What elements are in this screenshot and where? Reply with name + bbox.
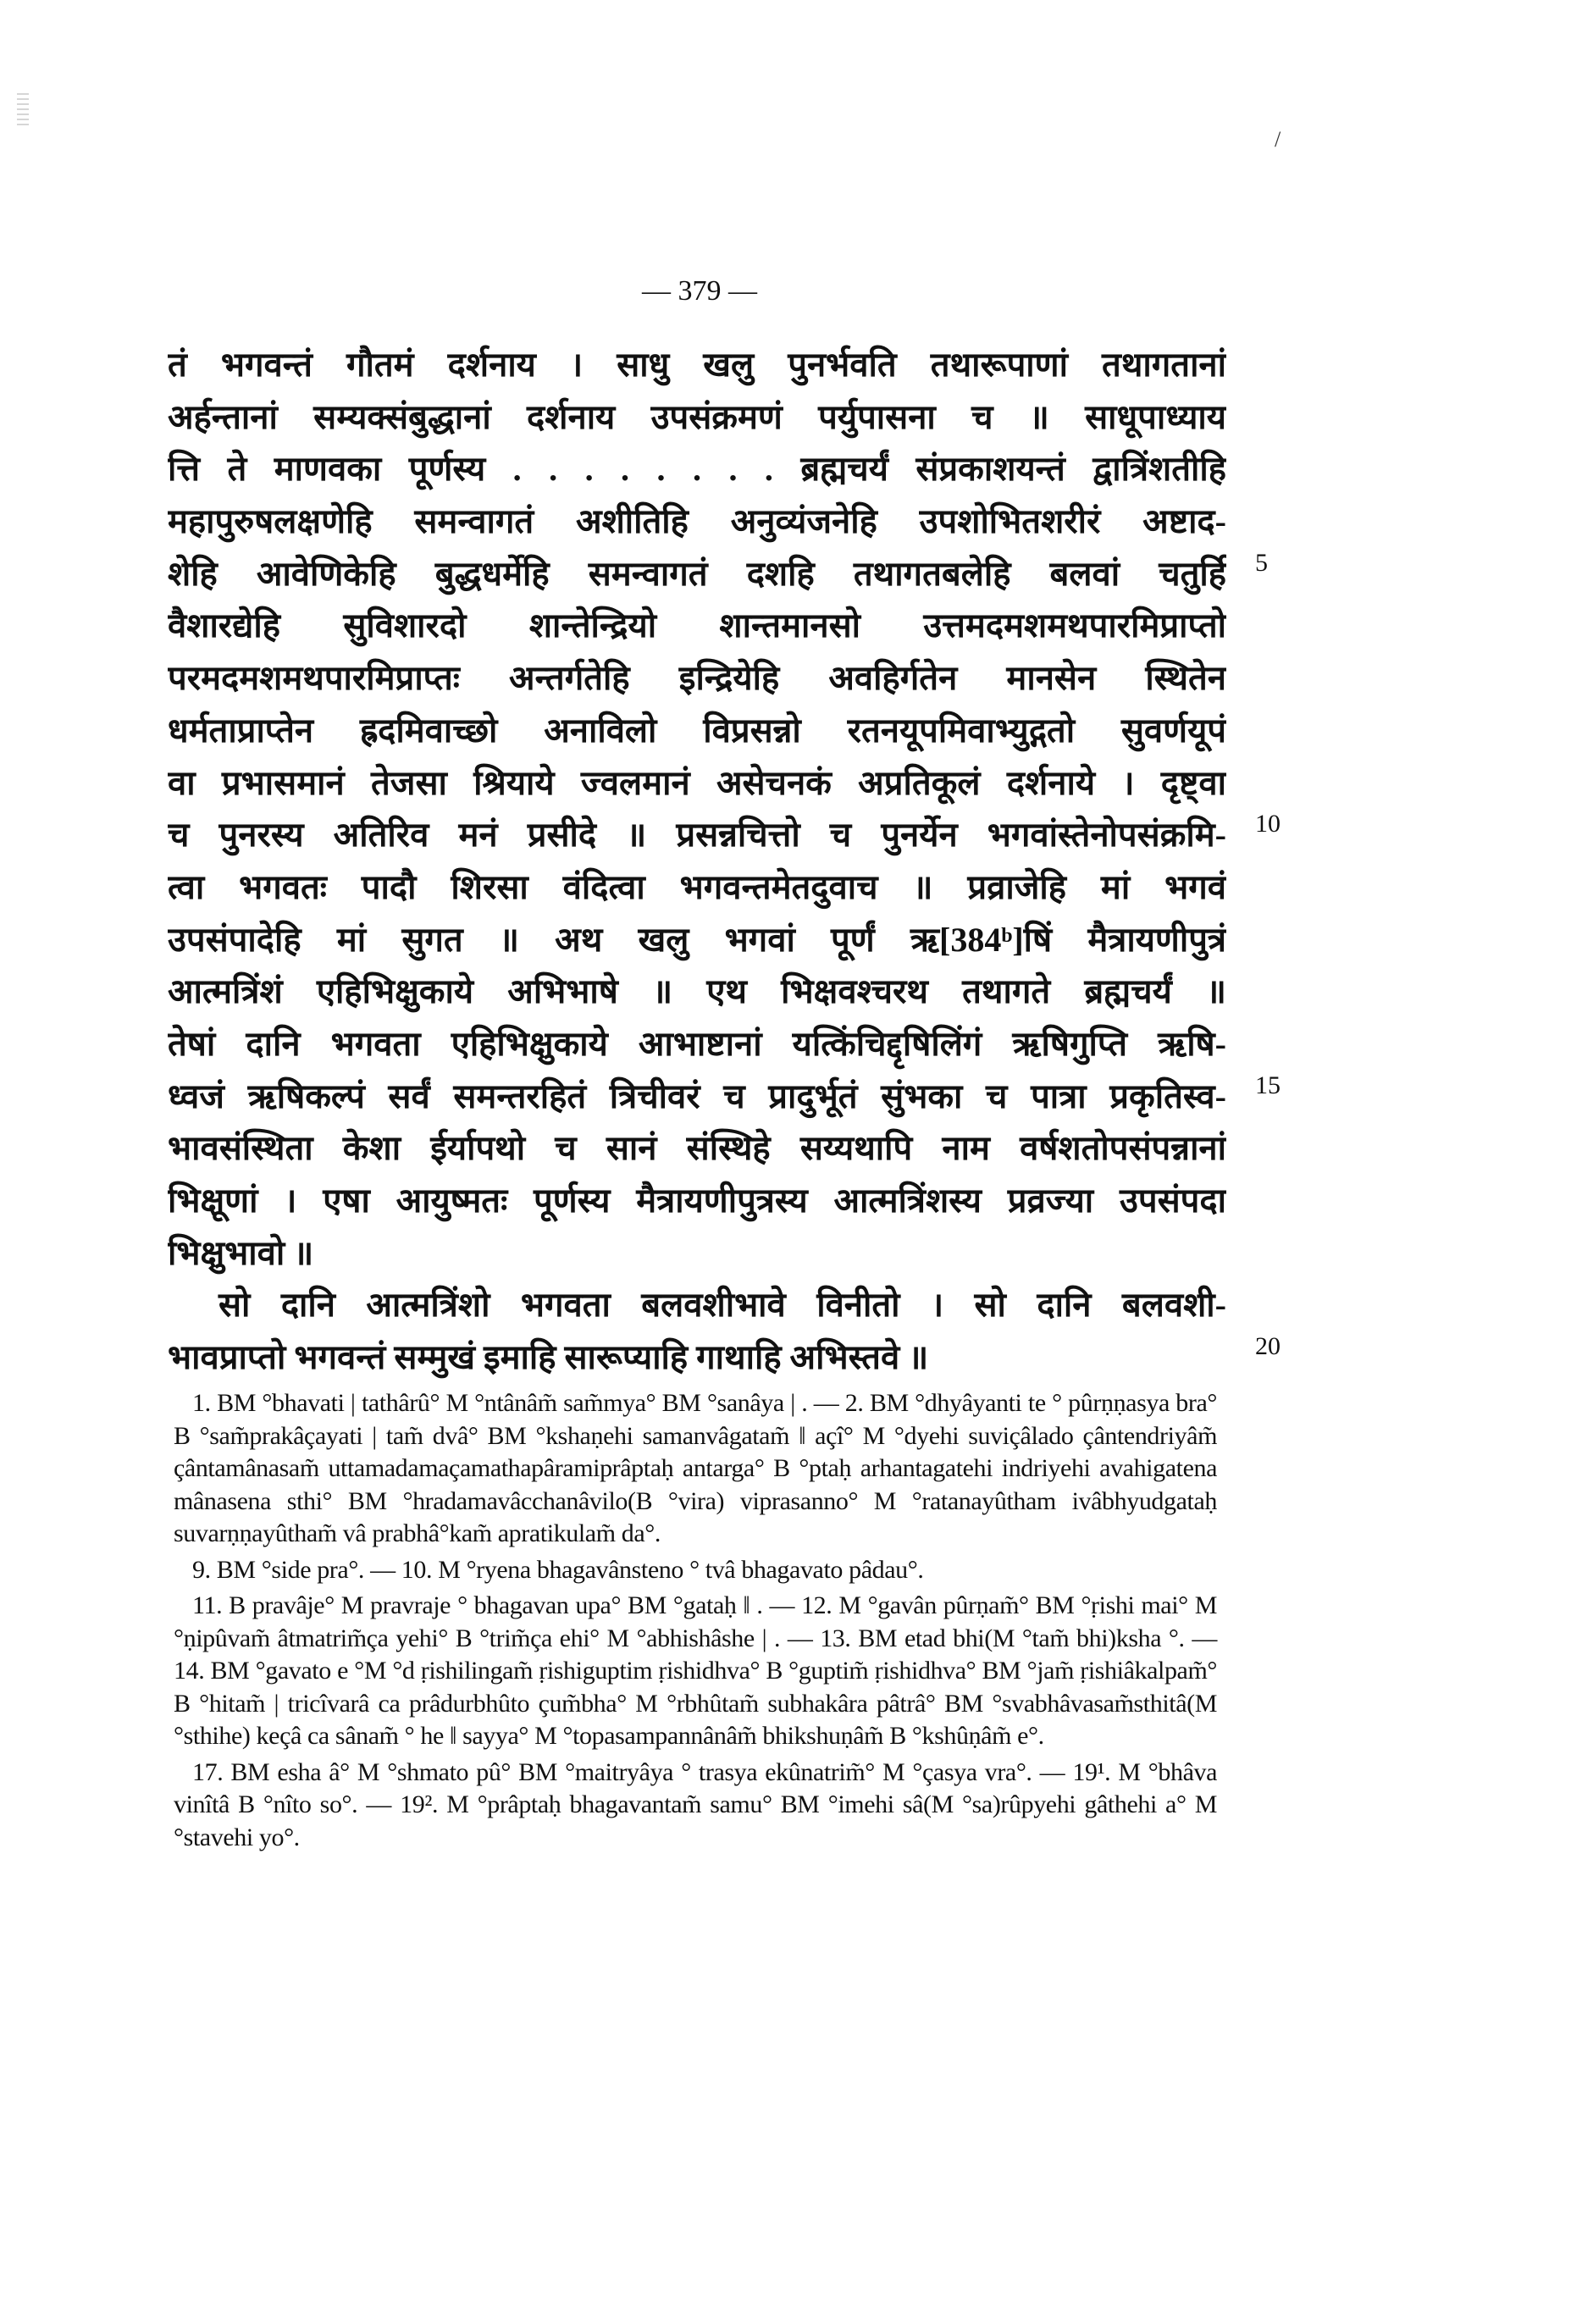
text-line: भिक्षुभावो ॥ — [168, 1233, 314, 1272]
footnote: 9. BM °side pra°. — 10. M °ryena bhagavânsteno ° tvâ bhagavato pâdau°. — [192, 1555, 924, 1584]
text-line: ध्वजं ऋषिकल्पं सर्वं समन्तरहितं त्रिचीवरं च प्रादुर्भूतं सुंभका च पात्रा प्रकृतिस्व- — [168, 1076, 1226, 1115]
text-line: अर्हन्तानां सम्यक्संबुद्धानां दर्शनाय उपसंक्रमणं पर्युपासना च ॥ साधूपाध्याय — [168, 397, 1226, 436]
footnote: 11. B pravâje° M pravraje ° bhagavan upa° BM °gataḥ ‖ . — 12. M °gavân pûrṇam̃° BM °ṛishi mai° M °ṇipûvam̃ âtmatrim̃ça yehi° B °trim̃ça ehi° M °abhishâshe | . — 13. BM etad bhi(M °tam̃ bhi)ksha °. — 14. BM °gavato e °M °d ṛishilingam̃ ṛishiguptim ṛishidhva° B °guptim̃ ṛishidhva° BM °jam̃ ṛishiâkalpam̃° B °hitam̃ | tricîvarâ ca prâdurbhûto çum̃bha° M °rbhûtam̃ subhakâra pâtrâ° BM °svabhâvasam̃sthitâ(M °sthihe) keçâ ca sânam̃ ° he ‖ sayya° M °topasampannânâm̃ bhikshuṇâm̃ B °kshûṇâm̃ e°. — [174, 1591, 1217, 1750]
text-line: उपसंपादेहि मां सुगत ॥ अथ खलु भगवां पूर्णं ऋ[384ᵇ]षिं मैत्रायणीपुत्रं — [168, 920, 1226, 959]
page-number: — 379 — — [642, 275, 757, 307]
main-text — [168, 339, 1226, 1384]
text-line: वा प्रभासमानं तेजसा श्रियाये ज्वलमानं असेचनकं अप्रतिकूलं दर्शनाये । दृष्ट्वा — [168, 763, 1226, 802]
footnote: 17. BM esha â° M °shmato pû° BM °maitryâya ° trasya ekûnatrim̃° M °çasya vra°. — 19¹. M °bhâva vinîtâ B °nîto so°. — 19². M °prâptaḥ bhagavantam̃ samu° BM °imehi sâ(M °sa)rûpyehi gâthehi a° M °stavehi yo°. — [174, 1757, 1217, 1851]
text-line: धर्मताप्राप्तेन ह्रदमिवाच्छो अनाविलो विप्रसन्नो रतनयूपमिवाभ्युद्गतो सुवर्णयूपं — [168, 711, 1226, 750]
text-line: आत्मत्रिंशं एहिभिक्षुकाये अभिभाषे ॥ एथ भिक्षवश्चरथ तथागते ब्रह्मचर्यं ॥ — [168, 972, 1226, 1011]
text-line: महापुरुषलक्षणेहि समन्वागतं अशीतिहि अनुव्यंजनेहि उपशोभितशरीरं अष्टाद- — [168, 502, 1226, 541]
line-number: 20 — [1255, 1332, 1281, 1360]
text-line: च पुनरस्य अतिरिव मनं प्रसीदे ॥ प्रसन्नचित्तो च पुनर्येन भगवांस्तेनोपसंक्रमि- — [168, 816, 1226, 855]
text-line: सो दानि आत्मत्रिंशो भगवता बलवशीभावे विनीतो । सो दानि बलवशी- — [219, 1286, 1226, 1325]
scan-speckle — [17, 93, 29, 127]
text-line: भिक्षूणां । एषा आयुष्मतः पूर्णस्य मैत्रायणीपुत्रस्य आत्मत्रिंशस्य प्रव्रज्या उपसंपदा — [168, 1181, 1226, 1220]
text-line: त्वा भगवतः पादौ शिरसा वंदित्वा भगवन्तमेतदुवाच ॥ प्रव्राजेहि मां भगवं — [168, 867, 1226, 906]
text-line: तं भगवन्तं गौतमं दर्शनाय । साधु खलु पुनर्भवति तथारूपाणां तथागतानां — [168, 346, 1226, 384]
text-line: तेषां दानि भगवता एहिभिक्षुकाये आभाष्टानां यत्किंचिद्दृषिलिंगं ऋषिगुप्ति ऋषि- — [168, 1024, 1226, 1063]
text-line: त्ति ते माणवका पूर्णस्य . . . . . . . . ब्रह्मचर्यं संप्रकाशयन्तं द्वात्रिंशतीहि — [168, 450, 1226, 489]
text-line: वैशारद्येहि सुविशारदो शान्तेन्द्रियो शान्तमानसो उत्तमदमशमथपारमिप्राप्तो — [168, 606, 1226, 645]
text-line: भावप्राप्तो भगवन्तं सम्मुखं इमाहि सारूप्याहि गाथाहि अभिस्तवे ॥ — [168, 1338, 929, 1377]
line-number: 15 — [1255, 1071, 1281, 1099]
line-number: 10 — [1255, 810, 1281, 838]
scan-mark: / — [1275, 127, 1281, 152]
footnotes — [174, 1387, 1217, 1857]
text-line: भावसंस्थिता केशा ईर्यापथो च सानं संस्थिहे सय्यथापि नाम वर्षशतोपसंपन्नानां — [168, 1129, 1226, 1168]
footnote: 1. BM °bhavati | tathârû° M °ntânâm̃ sam̃mya° BM °sanâya | . — 2. BM °dhyâyanti te ° pûrṇṇasya bra° B °sam̃prakâçayati | tam̃ dvâ° BM °kshaṇehi samanvâgatam̃ ‖ açî° M °dyehi suviçâlado çântendriyâm̃ çântamânasam̃ uttamadamaçamathapâramiprâptaḥ antarga° B °ptaḥ arhantagatehi indriyehi avahigatena mânasena sthi° BM °hradamavâcchanâvilo(B °vira) viprasanno° M °ratanayûtham ivâbhyudgataḥ suvarṇṇayûtham̃ vâ prabhâ°kam̃ apratikulam̃ da°. — [174, 1389, 1217, 1547]
text-line: परमदमशमथपारमिप्राप्तः अन्तर्गतेहि इन्द्रियेहि अवहिर्गतेन मानसेन स्थितेन — [168, 659, 1226, 698]
line-number: 5 — [1255, 549, 1268, 577]
text-line: शेहि आवेणिकेहि बुद्धधर्मेहि समन्वागतं दशहि तथागतबलेहि बलवां चतुर्हि — [168, 554, 1226, 593]
